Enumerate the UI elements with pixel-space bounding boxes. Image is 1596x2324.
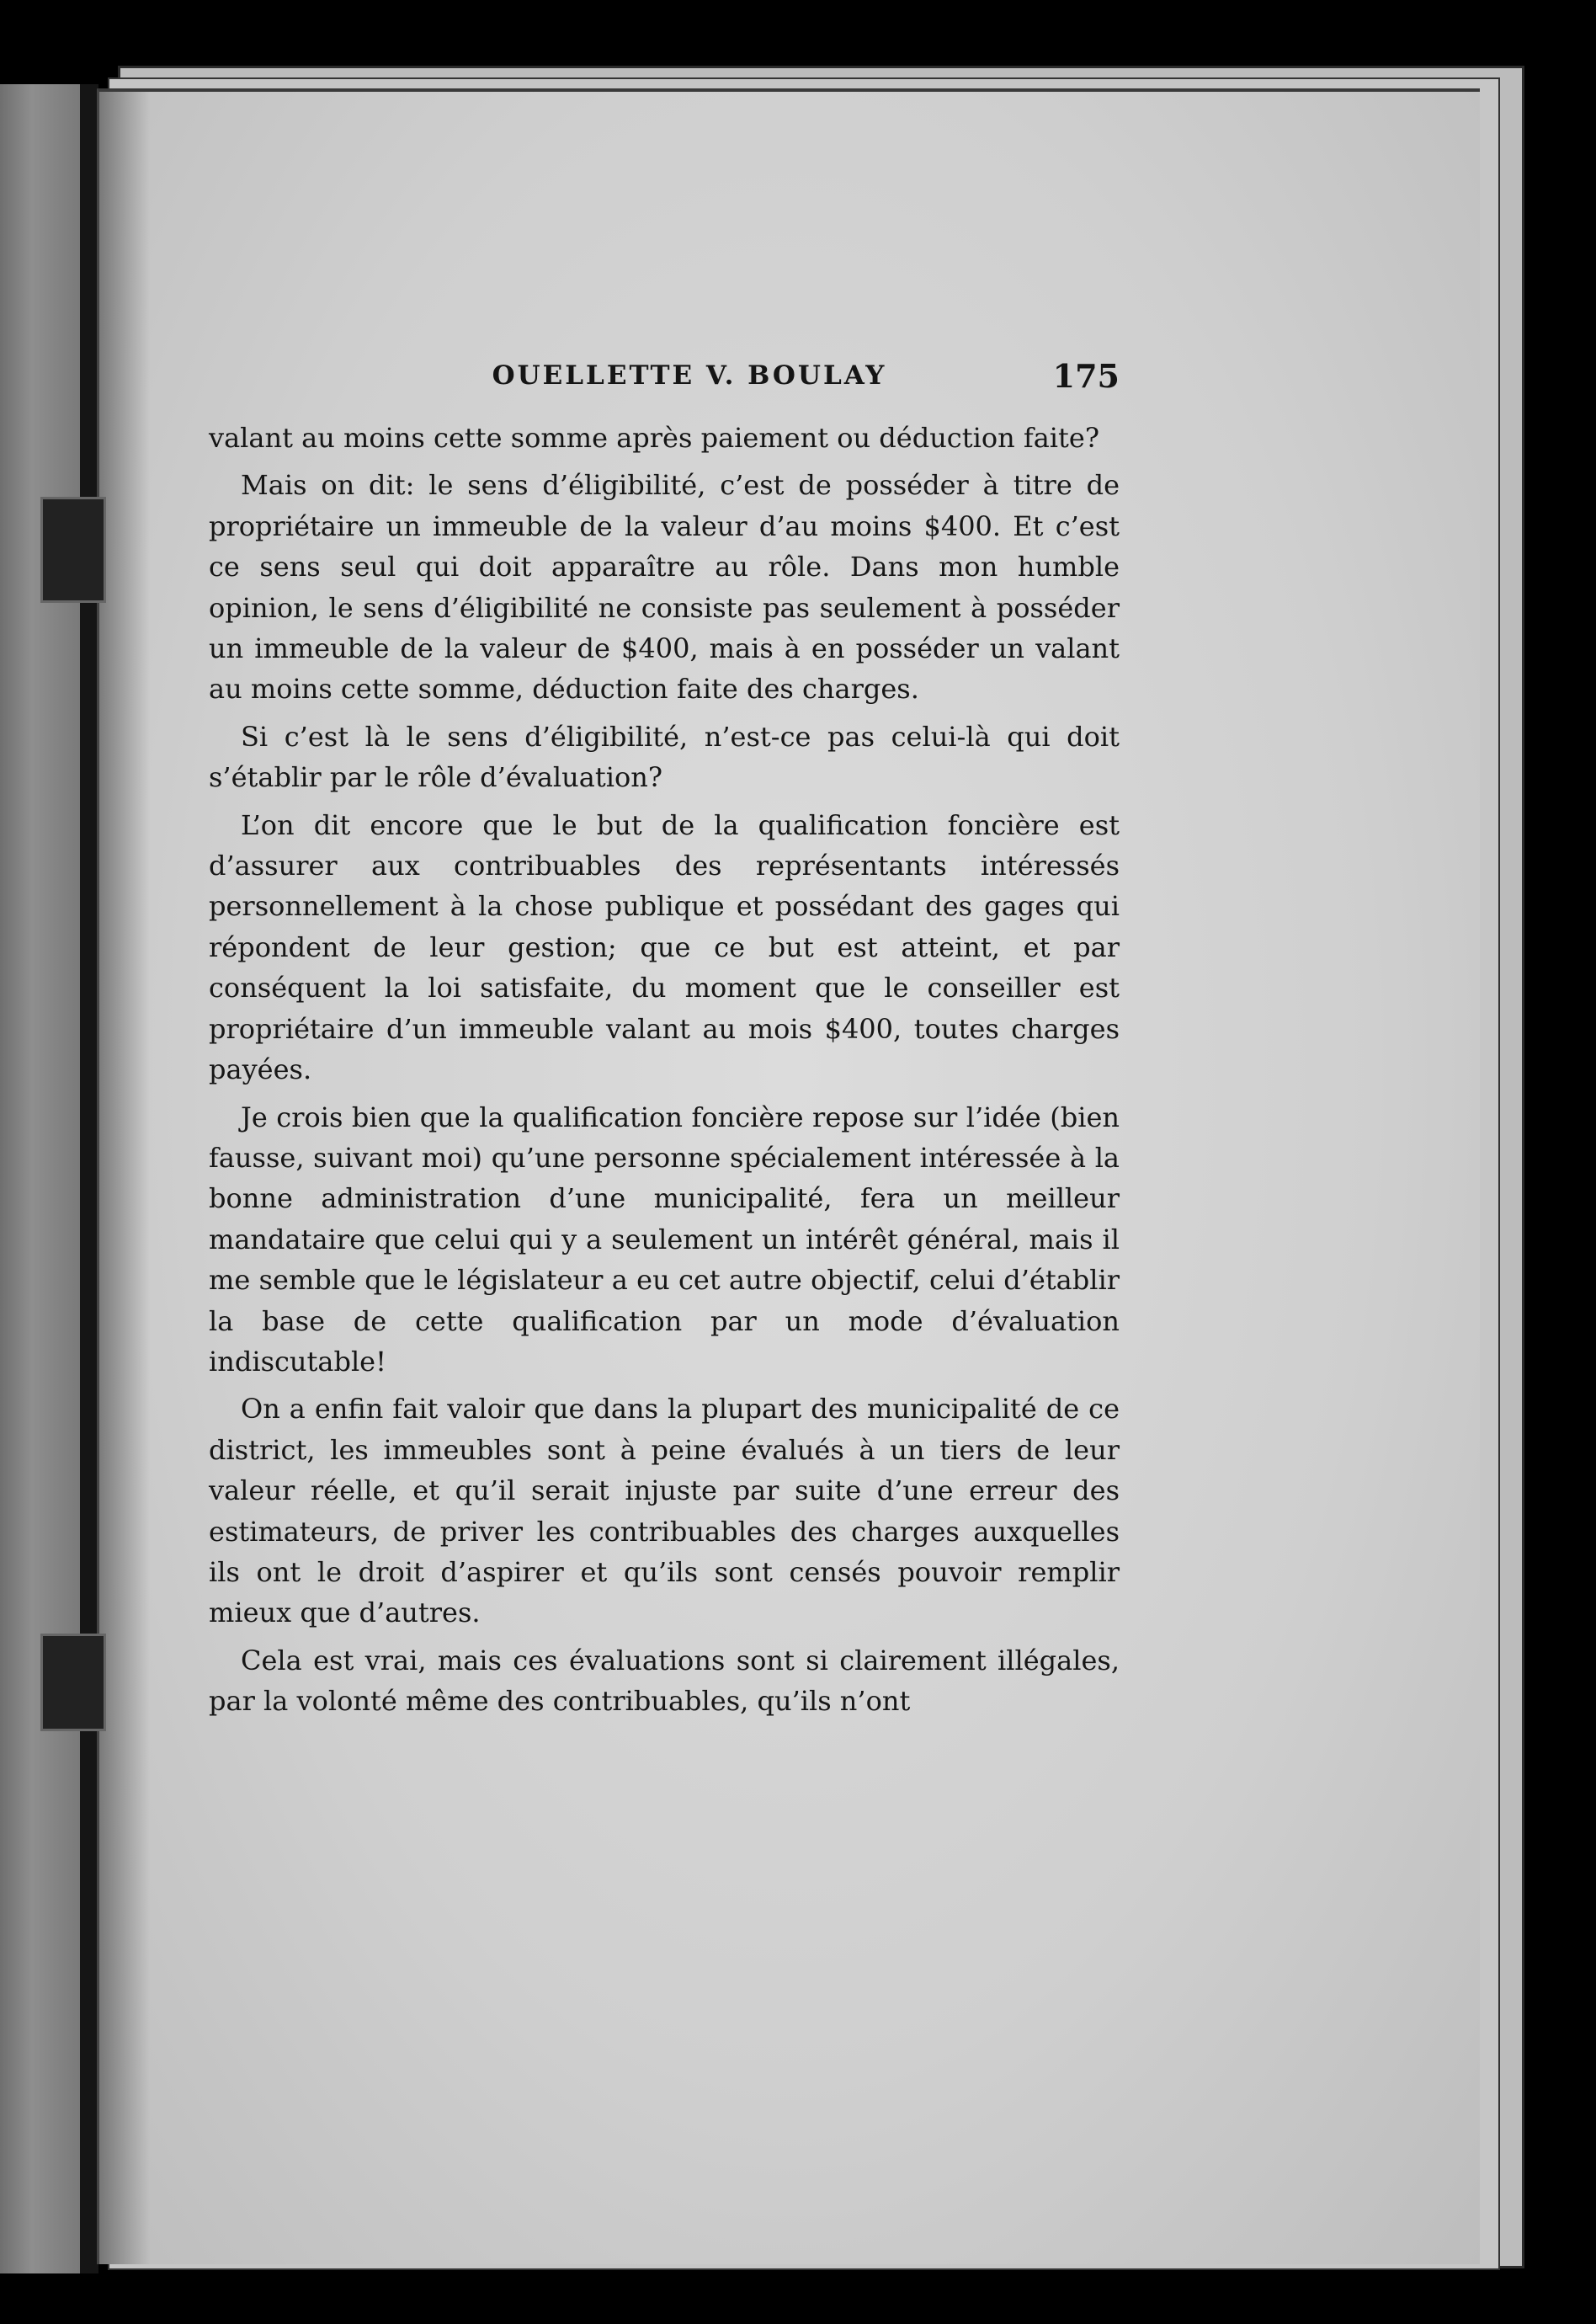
paragraph: Je crois bien que la qualification foncière repose sur l’idée (bien fausse, suivant moi) qu’une personne spécialement intéressée à la bonne administration d’une municipalité, fera un meilleur mandataire que celui qui y a seulement un intérêt général, mais il me semble que le législateur a eu cet autre objectif, celui d’établir la base de cette qualification par un mode d’évaluation indiscutable! [209, 1101, 1120, 1378]
paragraph: On a enfin fait valoir que dans la plupart des municipalité de ce district, les immeubles sont à peine évalués à un tiers de leur valeur réelle, et qu’il serait injuste par suite d’une erreur des estimateurs, de priver les contribuables des charges auxquelles ils ont le droit d’aspirer et qu’ils sont censés pouvoir remplir mieux que d’autres. [209, 1393, 1120, 1629]
binding-clip-icon [40, 1634, 106, 1731]
paragraph: Cela est vrai, mais ces évaluations sont si clairement illégales, par la volonté même des contribuables, qu’ils n’ont [209, 1644, 1120, 1718]
adjacent-page-strip [0, 84, 80, 2273]
paragraph: Si c’est là le sens d’éligibilité, n’est-ce pas celui-là qui doit s’établir par le rôle d’évaluation? [209, 720, 1120, 794]
paragraph: L’on dit encore que le but de la qualification foncière est d’assurer aux contribuables des représentants intéressés personnellement à la chose publique et possédant des gages qui répondent de leur gestion; que ce but est atteint, et par conséquent la loi satisfaite, du moment que le conseiller est propriétaire d’un immeuble valant au mois $400, toutes charges payées. [209, 808, 1120, 1086]
page-number: 175 [1052, 357, 1120, 395]
book-spine-edge [80, 84, 98, 2273]
binding-clip-icon [40, 497, 106, 603]
body-text [209, 418, 1120, 1729]
paragraph: valant au moins cette somme après paiement ou déduction faite? [209, 422, 1099, 454]
page-header [209, 352, 1120, 402]
gutter-shadow [99, 92, 150, 2264]
running-head: OUELLETTE V. BOULAY [492, 360, 887, 391]
paragraph: Mais on dit: le sens d’éligibilité, c’est de posséder à titre de propriétaire un immeuble de la valeur d’au moins $400. Et c’est ce sens seul qui doit apparaître au rôle. Dans mon humble opinion, le sens d’éligibilité ne consiste pas seulement à posséder un immeuble de la valeur de $400, mais à en posséder un valant au moins cette somme, déduction faite des charges. [209, 469, 1120, 706]
